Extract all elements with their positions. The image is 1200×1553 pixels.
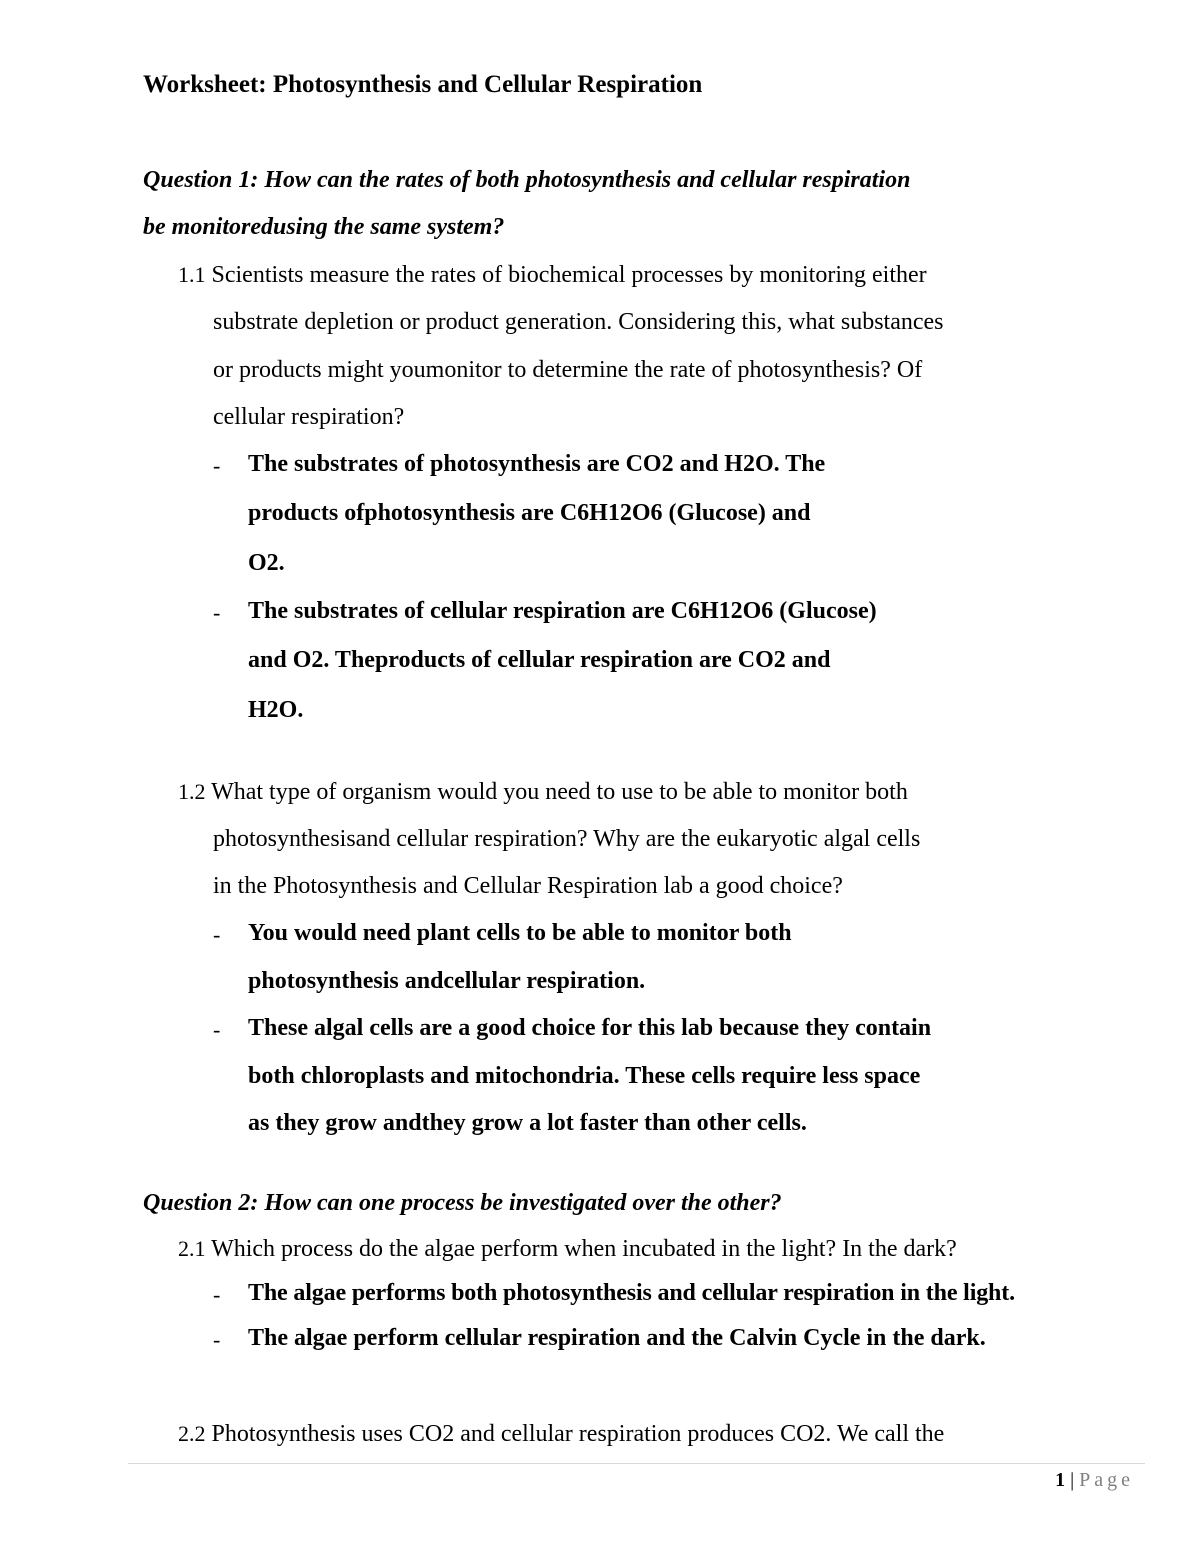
answer-1-1-a-line-3: O2. <box>248 550 285 576</box>
answer-1-2-a-line-2: photosynthesis andcellular respiration. <box>248 968 646 994</box>
worksheet-title: Worksheet: Photosynthesis and Cellular Respiration <box>143 71 703 98</box>
answer-bullet-dash: - <box>213 453 221 478</box>
question-2-heading: Question 2: How can one process be investigated over the other? <box>143 1190 782 1216</box>
answer-1-2-b-line-1: These algal cells are a good choice for this lab because they contain <box>248 1015 932 1041</box>
answer-1-1-a-line-2: products ofphotosynthesis are C6H12O6 (Glucose) and <box>248 500 811 526</box>
subquestion-1-2-line-3: in the Photosynthesis and Cellular Respiration lab a good choice? <box>213 873 843 899</box>
answer-bullet-dash: - <box>213 600 221 625</box>
subquestion-1-2-line-1 <box>178 777 908 807</box>
subquestion-text: Scientists measure the rates of biochemical processes by monitoring either <box>211 262 927 288</box>
footer-divider <box>128 1463 1145 1464</box>
subquestion-1-1-line-2: substrate depletion or product generation. Considering this, what substances <box>213 309 944 335</box>
subquestion-number: 2.1 <box>178 1236 206 1261</box>
answer-1-1-b-line-1: The substrates of cellular respiration are C6H12O6 (Glucose) <box>248 598 877 624</box>
answer-1-1-b-line-3: H2O. <box>248 697 304 723</box>
question-1-heading-line-1: Question 1: How can the rates of both photosynthesis and cellular respiration <box>143 167 911 193</box>
subquestion-2-2-line-1 <box>178 1419 944 1449</box>
answer-1-2-b-line-3: as they grow andthey grow a lot faster than other cells. <box>248 1110 807 1136</box>
answer-bullet-dash: - <box>213 1017 221 1042</box>
page-number: 1 <box>1055 1469 1066 1491</box>
page-footer <box>1055 1467 1134 1493</box>
answer-bullet-dash: - <box>213 922 221 947</box>
answer-2-1-a-line-1: The algae performs both photosynthesis and cellular respiration in the light. <box>248 1280 1015 1306</box>
answer-1-2-b-line-2: both chloroplasts and mitochondria. These cells require less space <box>248 1063 921 1089</box>
answer-1-1-a-line-1: The substrates of photosynthesis are CO2 and H2O. The <box>248 451 826 477</box>
answer-1-2-a-line-1: You would need plant cells to be able to monitor both <box>248 920 792 946</box>
subquestion-1-1-line-3: or products might youmonitor to determine the rate of photosynthesis? Of <box>213 357 923 383</box>
subquestion-text: What type of organism would you need to use to be able to monitor both <box>211 779 908 805</box>
page-label: Page <box>1079 1469 1134 1491</box>
subquestion-number: 1.2 <box>178 779 206 804</box>
answer-2-1-b-line-1: The algae perform cellular respiration and the Calvin Cycle in the dark. <box>248 1325 986 1351</box>
subquestion-number: 1.1 <box>178 262 206 287</box>
subquestion-1-2-line-2: photosynthesisand cellular respiration? Why are the eukaryotic algal cells <box>213 826 921 852</box>
answer-bullet-dash: - <box>213 1327 221 1352</box>
question-1-heading-line-2: be monitoredusing the same system? <box>143 214 505 240</box>
subquestion-1-1-line-1 <box>178 260 927 290</box>
answer-bullet-dash: - <box>213 1282 221 1307</box>
subquestion-text: Which process do the algae perform when incubated in the light? In the dark? <box>211 1236 957 1262</box>
answer-1-1-b-line-2: and O2. Theproducts of cellular respiration are CO2 and <box>248 647 831 673</box>
subquestion-1-1-line-4: cellular respiration? <box>213 404 405 430</box>
subquestion-number: 2.2 <box>178 1421 206 1446</box>
subquestion-text: Photosynthesis uses CO2 and cellular respiration produces CO2. We call the <box>211 1421 945 1447</box>
subquestion-2-1-line-1 <box>178 1234 957 1264</box>
page-separator: | <box>1070 1469 1075 1491</box>
